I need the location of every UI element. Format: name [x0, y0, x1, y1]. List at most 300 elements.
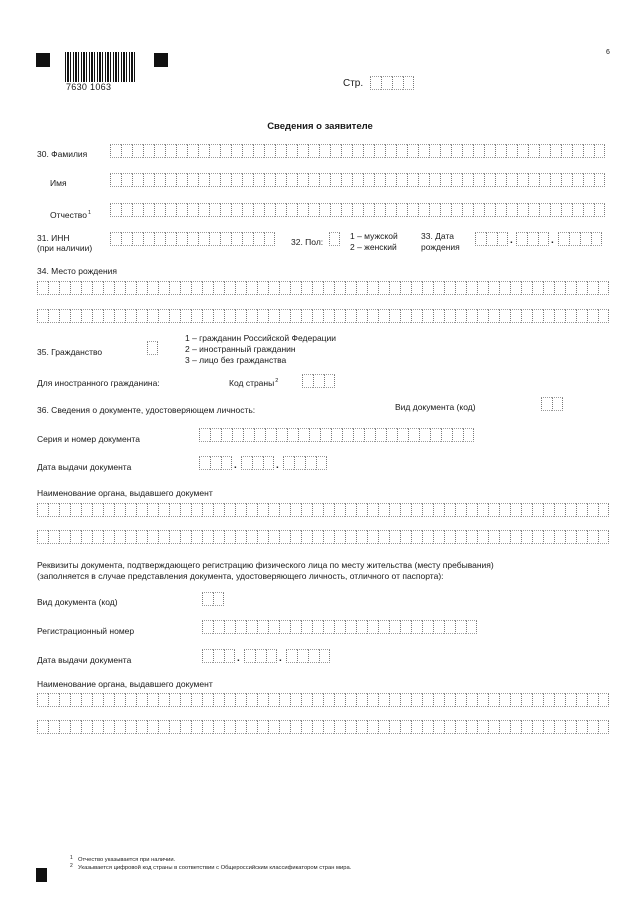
input-cell[interactable] — [497, 232, 508, 246]
input-cell[interactable] — [397, 428, 408, 442]
input-cell[interactable] — [301, 530, 312, 544]
input-cell[interactable] — [561, 173, 572, 187]
input-cell[interactable] — [275, 144, 286, 158]
input-cell[interactable] — [209, 232, 220, 246]
input-cell[interactable] — [252, 456, 263, 470]
input-cell[interactable] — [484, 144, 495, 158]
input-cell[interactable] — [389, 620, 400, 634]
input-cell[interactable] — [158, 720, 169, 734]
input-cell[interactable] — [367, 530, 378, 544]
input-cell[interactable] — [37, 309, 48, 323]
input-cell[interactable] — [231, 173, 242, 187]
input-cell[interactable] — [543, 693, 554, 707]
input-cell[interactable] — [246, 620, 257, 634]
input-cell[interactable] — [158, 281, 169, 295]
input-cell[interactable] — [286, 203, 297, 217]
input-cell[interactable] — [411, 693, 422, 707]
input-cell[interactable] — [158, 309, 169, 323]
reg-issue-month-cells[interactable] — [244, 649, 277, 663]
input-cell[interactable] — [411, 281, 422, 295]
input-cell[interactable] — [235, 309, 246, 323]
input-cell[interactable] — [587, 693, 598, 707]
input-cell[interactable] — [341, 173, 352, 187]
input-cell[interactable] — [246, 281, 257, 295]
input-cell[interactable] — [539, 203, 550, 217]
input-cell[interactable] — [213, 693, 224, 707]
input-cell[interactable] — [477, 530, 488, 544]
input-cell[interactable] — [466, 693, 477, 707]
input-cell[interactable] — [235, 720, 246, 734]
input-cell[interactable] — [147, 309, 158, 323]
input-cell[interactable] — [598, 281, 609, 295]
input-cell[interactable] — [312, 503, 323, 517]
input-cell[interactable] — [37, 693, 48, 707]
input-cell[interactable] — [169, 720, 180, 734]
input-cell[interactable] — [484, 173, 495, 187]
input-cell[interactable] — [213, 309, 224, 323]
doc-type-code-cells[interactable] — [541, 397, 563, 411]
input-cell[interactable] — [488, 503, 499, 517]
input-cell[interactable] — [477, 503, 488, 517]
input-cell[interactable] — [316, 456, 327, 470]
input-cell[interactable] — [554, 693, 565, 707]
input-cell[interactable] — [345, 720, 356, 734]
input-cell[interactable] — [180, 503, 191, 517]
input-cell[interactable] — [290, 503, 301, 517]
input-cell[interactable] — [255, 649, 266, 663]
input-cell[interactable] — [263, 456, 274, 470]
input-cell[interactable] — [598, 503, 609, 517]
birth-year-cells[interactable] — [558, 232, 602, 246]
reg-doc-type-cells[interactable] — [202, 592, 224, 606]
input-cell[interactable] — [147, 281, 158, 295]
input-cell[interactable] — [378, 281, 389, 295]
input-cell[interactable] — [37, 503, 48, 517]
input-cell[interactable] — [550, 203, 561, 217]
input-cell[interactable] — [268, 693, 279, 707]
input-cell[interactable] — [268, 503, 279, 517]
input-cell[interactable] — [528, 144, 539, 158]
input-cell[interactable] — [81, 530, 92, 544]
input-cell[interactable] — [246, 503, 257, 517]
input-cell[interactable] — [356, 620, 367, 634]
input-cell[interactable] — [254, 428, 265, 442]
input-cell[interactable] — [154, 144, 165, 158]
input-cell[interactable] — [59, 309, 70, 323]
input-cell[interactable] — [389, 693, 400, 707]
input-cell[interactable] — [224, 649, 235, 663]
input-cell[interactable] — [462, 144, 473, 158]
input-cell[interactable] — [297, 173, 308, 187]
input-cell[interactable] — [532, 530, 543, 544]
input-cell[interactable] — [224, 530, 235, 544]
input-cell[interactable] — [334, 503, 345, 517]
input-cell[interactable] — [329, 232, 340, 246]
input-cell[interactable] — [286, 144, 297, 158]
input-cell[interactable] — [477, 693, 488, 707]
input-cell[interactable] — [257, 530, 268, 544]
input-cell[interactable] — [209, 144, 220, 158]
input-cell[interactable] — [510, 530, 521, 544]
input-cell[interactable] — [202, 309, 213, 323]
input-cell[interactable] — [202, 620, 213, 634]
input-cell[interactable] — [400, 281, 411, 295]
input-cell[interactable] — [253, 144, 264, 158]
input-cell[interactable] — [374, 203, 385, 217]
input-cell[interactable] — [279, 693, 290, 707]
input-cell[interactable] — [561, 203, 572, 217]
input-cell[interactable] — [103, 720, 114, 734]
input-cell[interactable] — [92, 720, 103, 734]
input-cell[interactable] — [466, 620, 477, 634]
input-cell[interactable] — [488, 309, 499, 323]
input-cell[interactable] — [330, 173, 341, 187]
input-cell[interactable] — [587, 530, 598, 544]
input-cell[interactable] — [466, 309, 477, 323]
input-cell[interactable] — [253, 203, 264, 217]
input-cell[interactable] — [473, 173, 484, 187]
surname-cells[interactable] — [110, 144, 605, 158]
input-cell[interactable] — [539, 173, 550, 187]
input-cell[interactable] — [506, 173, 517, 187]
input-cell[interactable] — [572, 144, 583, 158]
input-cell[interactable] — [59, 693, 70, 707]
input-cell[interactable] — [121, 203, 132, 217]
input-cell[interactable] — [345, 309, 356, 323]
input-cell[interactable] — [198, 232, 209, 246]
first-name-cells[interactable] — [110, 173, 605, 187]
input-cell[interactable] — [242, 173, 253, 187]
reg-issuer-cells-row1[interactable] — [37, 693, 609, 707]
input-cell[interactable] — [121, 144, 132, 158]
input-cell[interactable] — [312, 620, 323, 634]
input-cell[interactable] — [565, 503, 576, 517]
input-cell[interactable] — [187, 144, 198, 158]
input-cell[interactable] — [220, 144, 231, 158]
input-cell[interactable] — [594, 173, 605, 187]
input-cell[interactable] — [180, 720, 191, 734]
input-cell[interactable] — [521, 281, 532, 295]
birth-place-cells-row1[interactable] — [37, 281, 609, 295]
input-cell[interactable] — [422, 503, 433, 517]
input-cell[interactable] — [375, 428, 386, 442]
input-cell[interactable] — [378, 720, 389, 734]
input-cell[interactable] — [154, 203, 165, 217]
input-cell[interactable] — [389, 309, 400, 323]
input-cell[interactable] — [539, 144, 550, 158]
input-cell[interactable] — [121, 173, 132, 187]
input-cell[interactable] — [231, 203, 242, 217]
input-cell[interactable] — [323, 309, 334, 323]
input-cell[interactable] — [176, 203, 187, 217]
input-cell[interactable] — [121, 232, 132, 246]
reg-issuer-cells-row2[interactable] — [37, 720, 609, 734]
input-cell[interactable] — [561, 144, 572, 158]
input-cell[interactable] — [323, 503, 334, 517]
input-cell[interactable] — [510, 693, 521, 707]
input-cell[interactable] — [433, 503, 444, 517]
input-cell[interactable] — [242, 203, 253, 217]
input-cell[interactable] — [334, 281, 345, 295]
input-cell[interactable] — [334, 620, 345, 634]
input-cell[interactable] — [444, 309, 455, 323]
input-cell[interactable] — [510, 309, 521, 323]
input-cell[interactable] — [407, 144, 418, 158]
input-cell[interactable] — [81, 281, 92, 295]
input-cell[interactable] — [499, 503, 510, 517]
input-cell[interactable] — [587, 503, 598, 517]
input-cell[interactable] — [444, 530, 455, 544]
input-cell[interactable] — [598, 530, 609, 544]
input-cell[interactable] — [81, 720, 92, 734]
input-cell[interactable] — [541, 397, 552, 411]
input-cell[interactable] — [334, 693, 345, 707]
input-cell[interactable] — [389, 281, 400, 295]
input-cell[interactable] — [565, 281, 576, 295]
input-cell[interactable] — [429, 144, 440, 158]
input-cell[interactable] — [572, 203, 583, 217]
input-cell[interactable] — [301, 693, 312, 707]
input-cell[interactable] — [110, 232, 121, 246]
input-cell[interactable] — [554, 530, 565, 544]
input-cell[interactable] — [466, 503, 477, 517]
input-cell[interactable] — [297, 144, 308, 158]
issuer-cells-row1[interactable] — [37, 503, 609, 517]
input-cell[interactable] — [301, 309, 312, 323]
input-cell[interactable] — [213, 620, 224, 634]
input-cell[interactable] — [187, 203, 198, 217]
input-cell[interactable] — [198, 173, 209, 187]
input-cell[interactable] — [352, 203, 363, 217]
input-cell[interactable] — [411, 309, 422, 323]
input-cell[interactable] — [378, 503, 389, 517]
input-cell[interactable] — [552, 397, 563, 411]
input-cell[interactable] — [283, 456, 294, 470]
input-cell[interactable] — [290, 620, 301, 634]
input-cell[interactable] — [70, 530, 81, 544]
input-cell[interactable] — [473, 144, 484, 158]
input-cell[interactable] — [444, 281, 455, 295]
input-cell[interactable] — [400, 693, 411, 707]
input-cell[interactable] — [356, 530, 367, 544]
input-cell[interactable] — [510, 720, 521, 734]
input-cell[interactable] — [125, 281, 136, 295]
input-cell[interactable] — [103, 309, 114, 323]
input-cell[interactable] — [521, 720, 532, 734]
input-cell[interactable] — [455, 503, 466, 517]
input-cell[interactable] — [356, 503, 367, 517]
input-cell[interactable] — [554, 309, 565, 323]
input-cell[interactable] — [510, 281, 521, 295]
input-cell[interactable] — [532, 720, 543, 734]
input-cell[interactable] — [191, 503, 202, 517]
input-cell[interactable] — [70, 309, 81, 323]
input-cell[interactable] — [136, 693, 147, 707]
input-cell[interactable] — [165, 144, 176, 158]
input-cell[interactable] — [506, 144, 517, 158]
input-cell[interactable] — [475, 232, 486, 246]
input-cell[interactable] — [565, 309, 576, 323]
input-cell[interactable] — [268, 620, 279, 634]
input-cell[interactable] — [521, 530, 532, 544]
input-cell[interactable] — [385, 203, 396, 217]
input-cell[interactable] — [209, 173, 220, 187]
input-cell[interactable] — [312, 309, 323, 323]
input-cell[interactable] — [169, 530, 180, 544]
input-cell[interactable] — [433, 281, 444, 295]
input-cell[interactable] — [528, 173, 539, 187]
input-cell[interactable] — [143, 203, 154, 217]
input-cell[interactable] — [176, 144, 187, 158]
input-cell[interactable] — [70, 503, 81, 517]
input-cell[interactable] — [452, 428, 463, 442]
input-cell[interactable] — [70, 281, 81, 295]
input-cell[interactable] — [266, 649, 277, 663]
input-cell[interactable] — [147, 341, 158, 355]
input-cell[interactable] — [320, 428, 331, 442]
input-cell[interactable] — [244, 649, 255, 663]
input-cell[interactable] — [422, 620, 433, 634]
input-cell[interactable] — [367, 720, 378, 734]
input-cell[interactable] — [499, 281, 510, 295]
input-cell[interactable] — [213, 503, 224, 517]
input-cell[interactable] — [451, 203, 462, 217]
input-cell[interactable] — [433, 530, 444, 544]
input-cell[interactable] — [444, 503, 455, 517]
input-cell[interactable] — [165, 173, 176, 187]
input-cell[interactable] — [517, 203, 528, 217]
input-cell[interactable] — [213, 592, 224, 606]
input-cell[interactable] — [298, 428, 309, 442]
input-cell[interactable] — [309, 428, 320, 442]
input-cell[interactable] — [323, 693, 334, 707]
input-cell[interactable] — [279, 281, 290, 295]
input-cell[interactable] — [132, 144, 143, 158]
input-cell[interactable] — [110, 173, 121, 187]
input-cell[interactable] — [319, 203, 330, 217]
input-cell[interactable] — [312, 281, 323, 295]
input-cell[interactable] — [411, 620, 422, 634]
input-cell[interactable] — [341, 203, 352, 217]
input-cell[interactable] — [224, 720, 235, 734]
input-cell[interactable] — [594, 203, 605, 217]
input-cell[interactable] — [136, 530, 147, 544]
input-cell[interactable] — [158, 503, 169, 517]
input-cell[interactable] — [433, 620, 444, 634]
birth-day-cells[interactable] — [475, 232, 508, 246]
input-cell[interactable] — [429, 203, 440, 217]
input-cell[interactable] — [242, 232, 253, 246]
input-cell[interactable] — [48, 530, 59, 544]
input-cell[interactable] — [257, 281, 268, 295]
input-cell[interactable] — [598, 693, 609, 707]
input-cell[interactable] — [257, 503, 268, 517]
input-cell[interactable] — [180, 530, 191, 544]
input-cell[interactable] — [187, 232, 198, 246]
input-cell[interactable] — [334, 530, 345, 544]
input-cell[interactable] — [136, 503, 147, 517]
input-cell[interactable] — [422, 309, 433, 323]
input-cell[interactable] — [389, 530, 400, 544]
input-cell[interactable] — [301, 281, 312, 295]
input-cell[interactable] — [308, 649, 319, 663]
input-cell[interactable] — [48, 309, 59, 323]
input-cell[interactable] — [180, 309, 191, 323]
input-cell[interactable] — [279, 620, 290, 634]
input-cell[interactable] — [488, 530, 499, 544]
input-cell[interactable] — [165, 203, 176, 217]
input-cell[interactable] — [213, 649, 224, 663]
input-cell[interactable] — [59, 281, 70, 295]
input-cell[interactable] — [484, 203, 495, 217]
input-cell[interactable] — [125, 693, 136, 707]
input-cell[interactable] — [422, 720, 433, 734]
input-cell[interactable] — [422, 281, 433, 295]
input-cell[interactable] — [433, 309, 444, 323]
input-cell[interactable] — [400, 309, 411, 323]
issue-year-cells[interactable] — [283, 456, 327, 470]
input-cell[interactable] — [455, 720, 466, 734]
input-cell[interactable] — [598, 720, 609, 734]
input-cell[interactable] — [444, 720, 455, 734]
input-cell[interactable] — [132, 203, 143, 217]
input-cell[interactable] — [264, 144, 275, 158]
input-cell[interactable] — [169, 281, 180, 295]
input-cell[interactable] — [143, 144, 154, 158]
input-cell[interactable] — [422, 693, 433, 707]
input-cell[interactable] — [396, 173, 407, 187]
input-cell[interactable] — [264, 173, 275, 187]
input-cell[interactable] — [92, 281, 103, 295]
input-cell[interactable] — [253, 173, 264, 187]
input-cell[interactable] — [569, 232, 580, 246]
input-cell[interactable] — [400, 720, 411, 734]
input-cell[interactable] — [103, 693, 114, 707]
input-cell[interactable] — [147, 503, 158, 517]
input-cell[interactable] — [554, 503, 565, 517]
input-cell[interactable] — [367, 693, 378, 707]
input-cell[interactable] — [422, 530, 433, 544]
input-cell[interactable] — [565, 720, 576, 734]
input-cell[interactable] — [495, 144, 506, 158]
input-cell[interactable] — [330, 203, 341, 217]
input-cell[interactable] — [290, 693, 301, 707]
input-cell[interactable] — [323, 720, 334, 734]
input-cell[interactable] — [275, 173, 286, 187]
input-cell[interactable] — [342, 428, 353, 442]
input-cell[interactable] — [136, 309, 147, 323]
input-cell[interactable] — [378, 620, 389, 634]
input-cell[interactable] — [389, 503, 400, 517]
input-cell[interactable] — [103, 503, 114, 517]
input-cell[interactable] — [345, 620, 356, 634]
input-cell[interactable] — [81, 309, 92, 323]
input-cell[interactable] — [180, 281, 191, 295]
input-cell[interactable] — [554, 281, 565, 295]
input-cell[interactable] — [486, 232, 497, 246]
input-cell[interactable] — [462, 203, 473, 217]
input-cell[interactable] — [444, 620, 455, 634]
input-cell[interactable] — [301, 503, 312, 517]
input-cell[interactable] — [246, 720, 257, 734]
reg-issue-year-cells[interactable] — [286, 649, 330, 663]
input-cell[interactable] — [587, 309, 598, 323]
input-cell[interactable] — [103, 530, 114, 544]
input-cell[interactable] — [543, 530, 554, 544]
input-cell[interactable] — [154, 232, 165, 246]
input-cell[interactable] — [294, 456, 305, 470]
input-cell[interactable] — [583, 203, 594, 217]
